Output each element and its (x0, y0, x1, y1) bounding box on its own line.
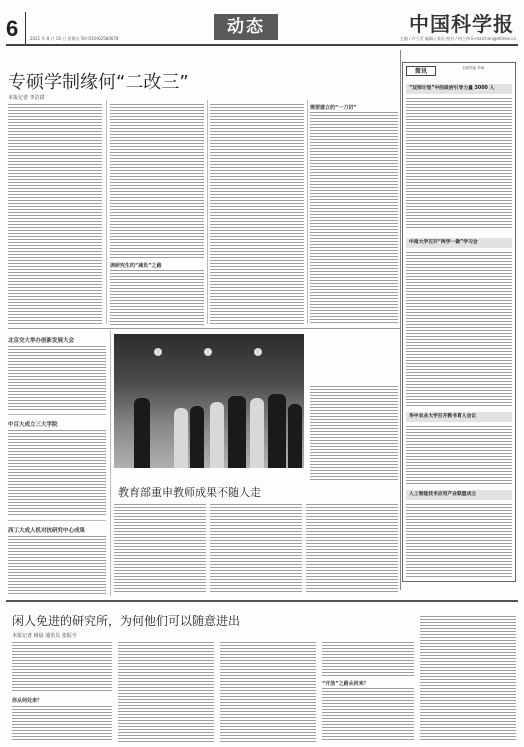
article-column (8, 104, 102, 324)
main-headline: 专硕学制缘何“二改三” (8, 72, 189, 93)
news-photo (114, 334, 304, 468)
article-column (322, 688, 414, 742)
sidebar-text (406, 252, 512, 408)
brief-rule (8, 520, 106, 521)
column-rule (400, 50, 401, 590)
bottom-headline: 闲人免进的研究所，为何他们可以随意进出 (12, 614, 241, 628)
main-byline: 本报记者 李洁尉 (8, 95, 45, 101)
article-column (322, 642, 414, 676)
column-rule (106, 100, 107, 324)
subhead: 读研究生的“减负”之路 (110, 263, 162, 269)
article-column (12, 642, 112, 692)
page-number: 6 (6, 12, 26, 46)
article-column (306, 504, 398, 594)
bottom-byline: 本报记者 杨晨 通讯员 张振宇 (12, 633, 77, 639)
subhead: 需要建立的“一刀切” (310, 105, 357, 111)
sidebar-item-title: 中南大学召开“两学一做”学习会 (406, 238, 512, 248)
newspaper-masthead: 中国科学报 (409, 12, 514, 36)
article-column (110, 104, 204, 258)
brief-title: 北京交大举办创新发展大会 (8, 338, 75, 344)
section-badge: 动态 (214, 14, 278, 40)
article-column (310, 112, 398, 324)
sidebar-credit: 本版责编 李雨 (462, 66, 485, 70)
article-column (12, 706, 112, 742)
article-column (210, 104, 304, 324)
sidebar-text (406, 98, 512, 228)
column-rule (207, 100, 208, 324)
article-column (220, 642, 316, 742)
subhead: “开放”之路从何来？ (322, 681, 369, 687)
sidebar-item-title: 人工智能技术应用产业联盟成立 (406, 490, 512, 500)
brief-text (8, 536, 106, 594)
sidebar-label: 简讯 (406, 66, 436, 76)
brief-title: 中百大成立三大学院 (8, 422, 58, 428)
brief-title: 西工大成人机对抗研究中心成果 (8, 528, 86, 534)
sidebar-text (406, 426, 512, 486)
sidebar-item-title: “双师计划”中的政府引导力量 3000 人 (406, 84, 512, 94)
column-rule (307, 100, 308, 324)
brief-text (8, 346, 106, 410)
article-column (114, 504, 206, 594)
article-column (420, 616, 516, 742)
photo-caption (310, 386, 398, 482)
brief-rule (8, 414, 106, 415)
sidebar-text (406, 504, 512, 578)
subhead: 你从何处来？ (12, 698, 43, 704)
article-column (110, 270, 204, 326)
article-headline: 教育部重申教师成果不随人走 (118, 486, 261, 499)
column-rule (110, 330, 111, 596)
section-rule (8, 328, 400, 329)
header-rule (6, 44, 518, 46)
editor-credits: 主编 / 许立茗 编辑 / 张岩 校对 / 何工伟 E-mail:hnn@stimes.cn (399, 36, 516, 41)
brief-text (8, 430, 106, 516)
article-column (210, 504, 302, 594)
article-column (118, 642, 214, 742)
issue-info: 2021 年 8 月 16 日 星期五 Tel:(010)62580678 (30, 36, 119, 41)
bottom-rule (6, 600, 518, 602)
sidebar-item-title: 华中农业大学召开教书育人会议 (406, 412, 512, 422)
